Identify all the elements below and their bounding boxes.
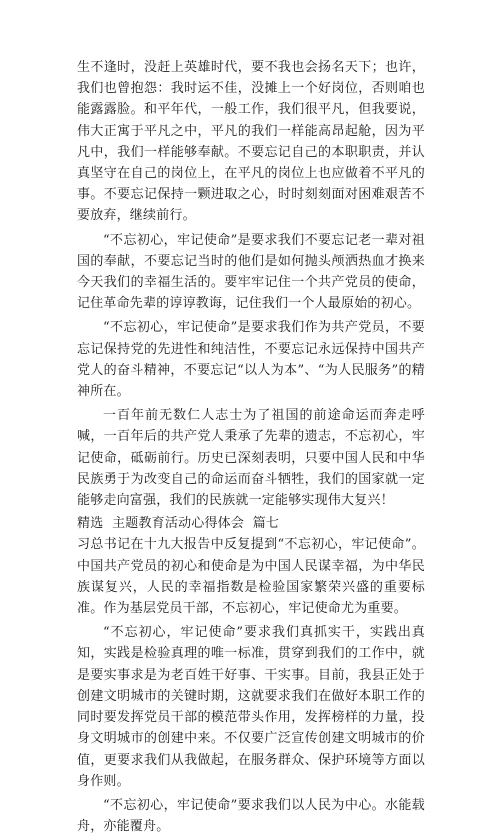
document-body <box>77 57 425 837</box>
section-heading: 精选 主题教育活动心得体会 篇七 <box>77 516 280 532</box>
paragraph-2: “不忘初心，牢记使命”是要求我们不要忘记老一辈对祖国的奉献，不要忘记当时的他们是如何抛头颅洒热血才换来今天我们的幸福生活的。要牢牢记住一个共产党员的使命，记住革命先辈的谆谆教诲，记住我们一个人最原始的初心。 <box>77 232 425 312</box>
paragraph-7: “不忘初心，牢记使命”要求我们以人民为中心。水能载舟，亦能覆舟。 <box>77 797 425 835</box>
paragraph-1: 生不逢时，没赶上英雄时代，要不我也会扬名天下；也许，我们也曾抱怨：我时运不佳，没摊上一个好岗位，否则咱也能露露脸。和平年代，一般工作，我们很平凡，但我要说，伟大正寓于平凡之中，平凡的我们一样能高昂起舱，因为平凡中，我们一样能够奉献。不要忘记自己的本职职责，并认真坚守在自己的岗位上，在平凡的岗位上也应做着不平凡的事。不要忘记保持一颗进取之心，时时刻刻面对困难艰苦不要放弃，继续前行。 <box>77 60 425 224</box>
paragraph-5: 习总书记在十九大报告中反复提到“不忘初心，牢记使命”。中国共产党员的初心和使命是为中国人民谋幸福，为中华民族谋复兴，人民的幸福指数是检验国家繁荣兴盛的重要标准。作为基层党员干部，不忘初心，牢记使命尤为重要。 <box>77 537 425 617</box>
paragraph-3: “不忘初心，牢记使命”是要求我们作为共产党员，不要忘记保持党的先进性和纯洁性，不要忘记永远保持中国共产党人的奋斗精神，不要忘记“以人为本”、“为人民服务”的精神所在。 <box>77 320 425 400</box>
paragraph-6: “不忘初心，牢记使命”要求我们真抓实干，实践出真知，实践是检验真理的唯一标准，贯穿到我们的工作中，就是要实事求是为老百姓干好事、干实事。目前，我县正处于创建文明城市的关键时期，这就要求我们在做好本职工作的同时要发挥党员干部的模范带头作用，发挥榜样的力量，投身文明城市的创建中来。不仅要广泛宣传创建文明城市的价值，更要求我们从我做起，在服务群众、保护环境等方面以身作则。 <box>77 625 425 789</box>
paragraph-4: 一百年前无数仁人志士为了祖国的前途命运而奔走呼喊，一百年后的共产党人秉承了先辈的遗志，不忘初心，牢记使命，砥砺前行。历史已深刻表明，只要中国人民和中华民族勇于为改变自己的命运而奋斗牺牲，我们的国家就一定能够走向富强，我们的民族就一定能够实现伟大复兴！ <box>77 408 425 509</box>
